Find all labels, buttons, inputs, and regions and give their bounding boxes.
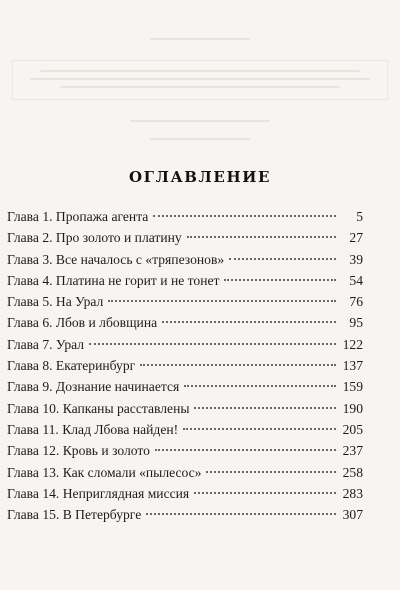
- dot-leader: [89, 342, 336, 345]
- toc-entry[interactable]: [7, 440, 363, 461]
- page-number: 307: [342, 507, 363, 523]
- page-number: 54: [349, 272, 363, 288]
- toc-entry[interactable]: [7, 355, 363, 376]
- dot-leader: [187, 235, 336, 238]
- chapter-title: Глава 14. Неприглядная миссия: [7, 485, 190, 501]
- toc-entry[interactable]: [7, 334, 363, 355]
- page-number: 76: [349, 294, 363, 310]
- toc-entry[interactable]: [7, 398, 363, 419]
- dot-leader: [108, 299, 336, 302]
- page-number: 122: [342, 336, 363, 352]
- toc-entry[interactable]: [7, 462, 363, 483]
- toc-entry[interactable]: [7, 483, 363, 504]
- dot-leader: [224, 278, 336, 281]
- dot-leader: [194, 406, 336, 409]
- page-number: 283: [342, 485, 363, 501]
- toc-entry[interactable]: [7, 249, 363, 270]
- chapter-title: Глава 3. Все началось с «тряпезонов»: [7, 251, 225, 267]
- chapter-title: Глава 12. Кровь и золото: [7, 443, 150, 459]
- page-number: 137: [342, 358, 363, 374]
- dot-leader: [155, 448, 336, 451]
- chapter-title: Глава 5. На Урал: [7, 294, 104, 310]
- page-number: 205: [342, 421, 363, 437]
- chapter-title: Глава 1. Пропажа агента: [7, 209, 149, 224]
- toc-entry[interactable]: [7, 291, 363, 312]
- dot-leader: [183, 427, 336, 430]
- dot-leader: [162, 320, 336, 323]
- dot-leader: [184, 384, 336, 387]
- page-number: 190: [342, 400, 363, 416]
- chapter-title: Глава 6. Лбов и лбовщина: [7, 315, 158, 331]
- bleed-through-background: [0, 10, 400, 150]
- chapter-title: Глава 4. Платина не горит и не тонет: [7, 272, 220, 288]
- table-of-contents: [7, 206, 363, 525]
- page-number: 39: [349, 251, 363, 267]
- chapter-title: Глава 8. Екатеринбург: [7, 358, 136, 374]
- toc-entry[interactable]: [7, 419, 363, 440]
- toc-entry[interactable]: [7, 206, 363, 227]
- toc-entry[interactable]: [7, 270, 363, 291]
- dot-leader: [206, 470, 336, 473]
- chapter-title: Глава 10. Капканы расставлены: [7, 400, 190, 416]
- page-title: ОГЛАВЛЕНИЕ: [128, 168, 272, 186]
- page-number: 5: [356, 209, 363, 224]
- toc-entry[interactable]: [7, 312, 363, 333]
- page-number: 95: [349, 315, 363, 331]
- toc-entry[interactable]: [7, 376, 363, 397]
- page-number: 237: [342, 443, 363, 459]
- bleed-through-frame: [12, 60, 388, 100]
- dot-leader: [146, 512, 336, 515]
- dot-leader: [229, 257, 336, 260]
- chapter-title: Глава 7. Урал: [7, 336, 85, 352]
- toc-entry[interactable]: [7, 504, 363, 525]
- page-number: 27: [349, 230, 363, 246]
- dot-leader: [153, 214, 336, 217]
- chapter-title: Глава 11. Клад Лбова найден!: [7, 421, 179, 437]
- chapter-title: Глава 9. Дознание начинается: [7, 379, 180, 395]
- chapter-title: Глава 15. В Петербурге: [7, 507, 142, 523]
- chapter-title: Глава 13. Как сломали «пылесос»: [7, 464, 202, 480]
- chapter-title: Глава 2. Про золото и платину: [7, 230, 182, 246]
- dot-leader: [140, 363, 336, 366]
- page-number: 159: [342, 379, 363, 395]
- dot-leader: [194, 491, 336, 494]
- toc-entry[interactable]: [7, 227, 363, 248]
- page-number: 258: [342, 464, 363, 480]
